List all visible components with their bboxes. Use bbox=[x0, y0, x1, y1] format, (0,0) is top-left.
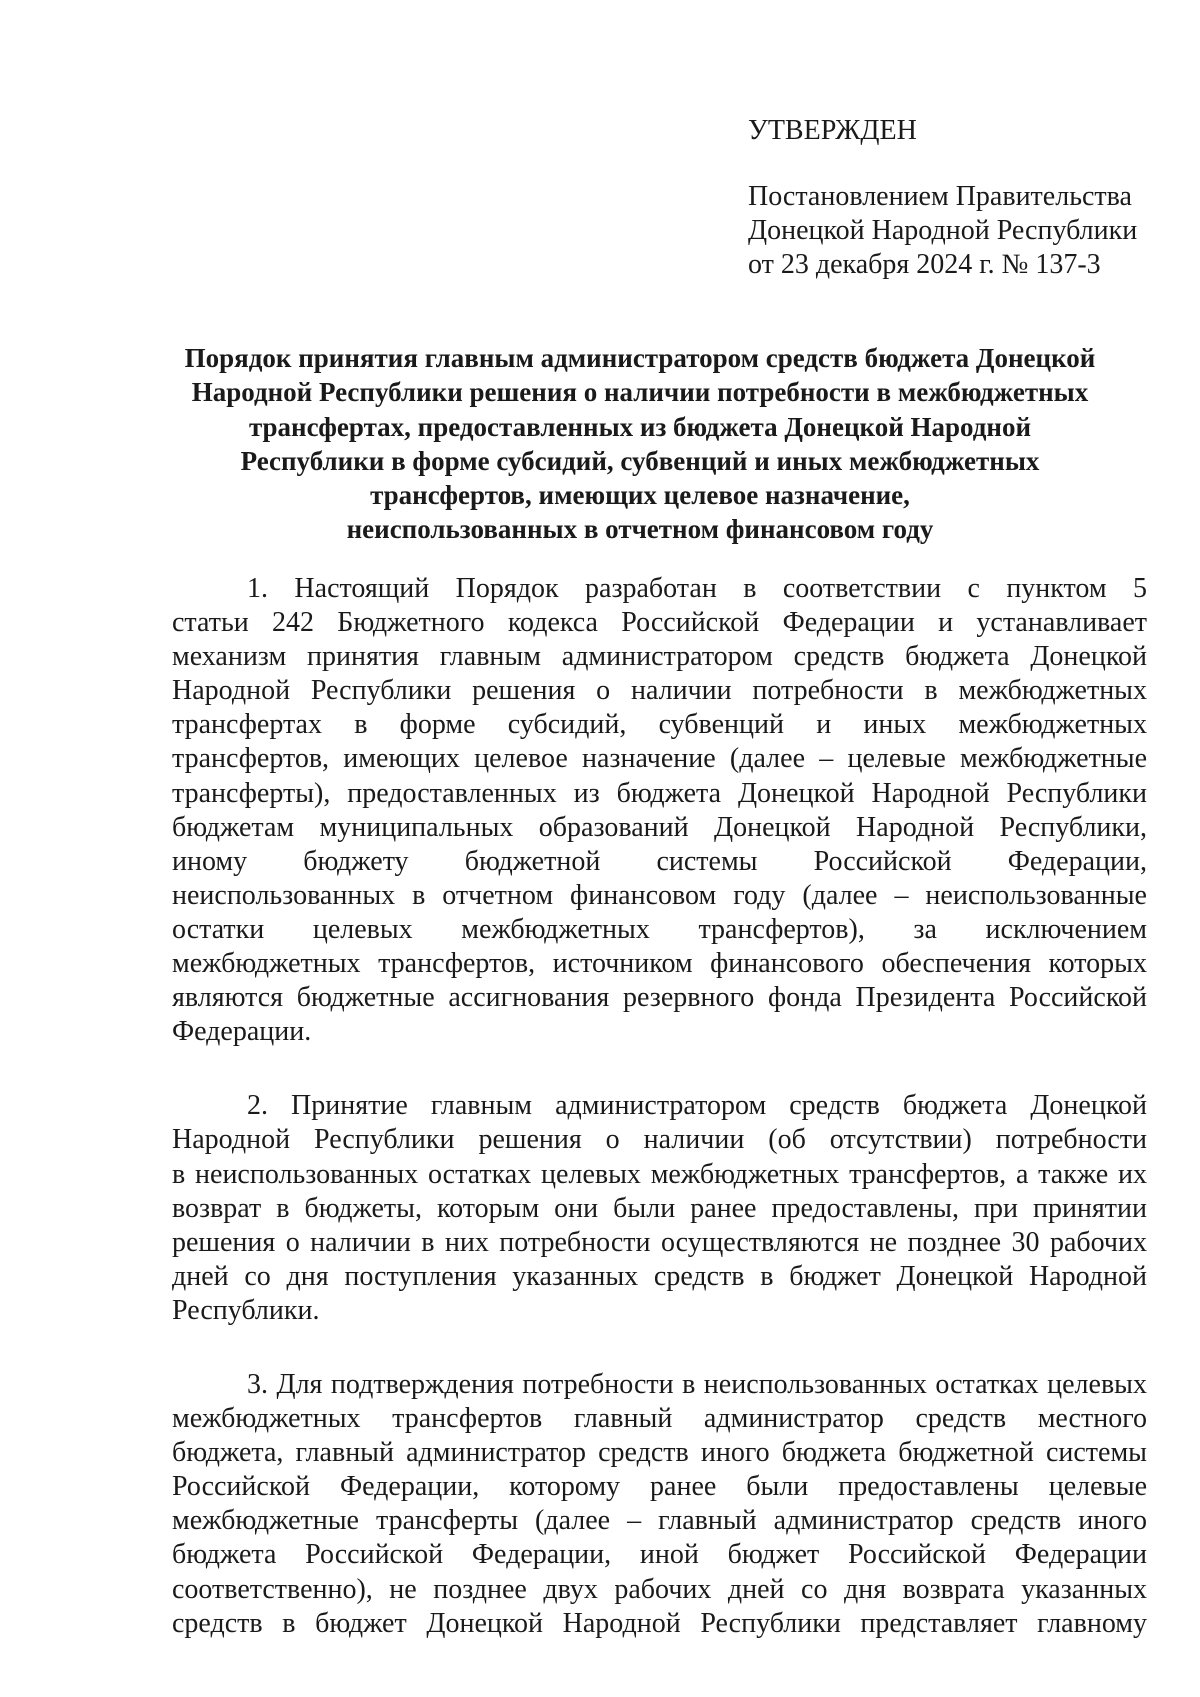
paragraph-1 bbox=[172, 572, 1147, 1049]
approval-stamp-word: УТВЕРЖДЕН bbox=[748, 115, 917, 146]
paragraph-line: 1. Настоящий Порядок разработан в соответствии с пунктом 5 bbox=[247, 573, 1147, 604]
approval-line: от 23 декабря 2024 г. № 137-3 bbox=[748, 249, 1101, 280]
paragraph-line: возврат в бюджеты, которым они были ранее предоставлены, при принятии bbox=[172, 1192, 1147, 1224]
title-line: Порядок принятия главным администратором средств бюджета Донецкой bbox=[184, 343, 1096, 373]
paragraph-line: бюджета Российской Федерации, иной бюджет Российской Федерации bbox=[172, 1539, 1147, 1571]
paragraph-line: Российской Федерации, которому ранее были предоставлены целевые bbox=[172, 1471, 1147, 1503]
paragraph-line: дней со дня поступления указанных средств в бюджет Донецкой Народной bbox=[172, 1260, 1147, 1292]
approval-line: Донецкой Народной Республики bbox=[748, 215, 1138, 246]
paragraph-2 bbox=[172, 1089, 1147, 1328]
paragraph-line: Федерации. bbox=[172, 1016, 312, 1048]
approval-line: Постановлением Правительства bbox=[748, 181, 1132, 212]
paragraph-line: остатки целевых межбюджетных трансфертов), за исключением bbox=[172, 913, 1147, 945]
paragraph-3 bbox=[172, 1368, 1147, 1641]
paragraph-line: являются бюджетные ассигнования резервного фонда Президента Российской bbox=[172, 982, 1147, 1014]
paragraph-line: иному бюджету бюджетной системы Российской Федерации, bbox=[172, 845, 1147, 877]
paragraph-line: статьи 242 Бюджетного кодекса Российской Федерации и устанавливает bbox=[172, 607, 1147, 639]
title-line: Республики в форме субсидий, субвенций и иных межбюджетных bbox=[240, 445, 1040, 476]
paragraph-line: межбюджетных трансфертов главный администратор средств местного bbox=[172, 1403, 1147, 1435]
paragraph-line: Республики. bbox=[172, 1294, 320, 1326]
approval-block bbox=[748, 114, 1168, 282]
paragraph-line: механизм принятия главным администратором средств бюджета Донецкой bbox=[172, 641, 1147, 673]
title-line: Народной Республики решения о наличии потребности в межбюджетных bbox=[191, 377, 1089, 408]
paragraph-line: межбюджетные трансферты (далее – главный администратор средств иного bbox=[172, 1505, 1147, 1537]
paragraph-line: межбюджетных трансфертов, источником финансового обеспечения которых bbox=[172, 948, 1147, 980]
document-body bbox=[172, 572, 1147, 1681]
paragraph-line: трансфертов, имеющих целевое назначение (далее – целевые межбюджетные bbox=[172, 743, 1147, 775]
paragraph-line: трансфертах в форме субсидий, субвенций и иных межбюджетных bbox=[172, 709, 1147, 741]
title-line: неиспользованных в отчетном финансовом году bbox=[346, 514, 934, 545]
paragraph-line: средств в бюджет Донецкой Народной Республики представляет главному bbox=[172, 1607, 1147, 1639]
paragraph-line: Народной Республики решения о наличии потребности в межбюджетных bbox=[172, 675, 1147, 707]
paragraph-line: неиспользованных в отчетном финансовом году (далее – неиспользованные bbox=[172, 879, 1147, 911]
paragraph-line: 2. Принятие главным администратором средств бюджета Донецкой bbox=[247, 1090, 1147, 1122]
title-line: трансфертах, предоставленных из бюджета Донецкой Народной bbox=[248, 411, 1032, 442]
document-title bbox=[160, 341, 1120, 547]
paragraph-line: трансферты), предоставленных из бюджета Донецкой Народной Республики bbox=[172, 777, 1147, 809]
paragraph-line: Народной Республики решения о наличии (об отсутствии) потребности bbox=[172, 1124, 1147, 1156]
paragraph-line: 3. Для подтверждения потребности в неиспользованных остатках целевых bbox=[247, 1368, 1147, 1400]
paragraph-line: в неиспользованных остатках целевых межбюджетных трансфертов, а также их bbox=[172, 1158, 1147, 1190]
paragraph-line: решения о наличии в них потребности осуществляются не позднее 30 рабочих bbox=[172, 1226, 1147, 1258]
paragraph-line: бюджета, главный администратор средств иного бюджета бюджетной системы bbox=[172, 1437, 1147, 1469]
paragraph-line: бюджетам муниципальных образований Донецкой Народной Республики, bbox=[172, 811, 1147, 843]
title-line: трансфертов, имеющих целевое назначение, bbox=[370, 480, 910, 511]
paragraph-line: соответственно), не позднее двух рабочих дней со дня возврата указанных bbox=[172, 1573, 1147, 1605]
